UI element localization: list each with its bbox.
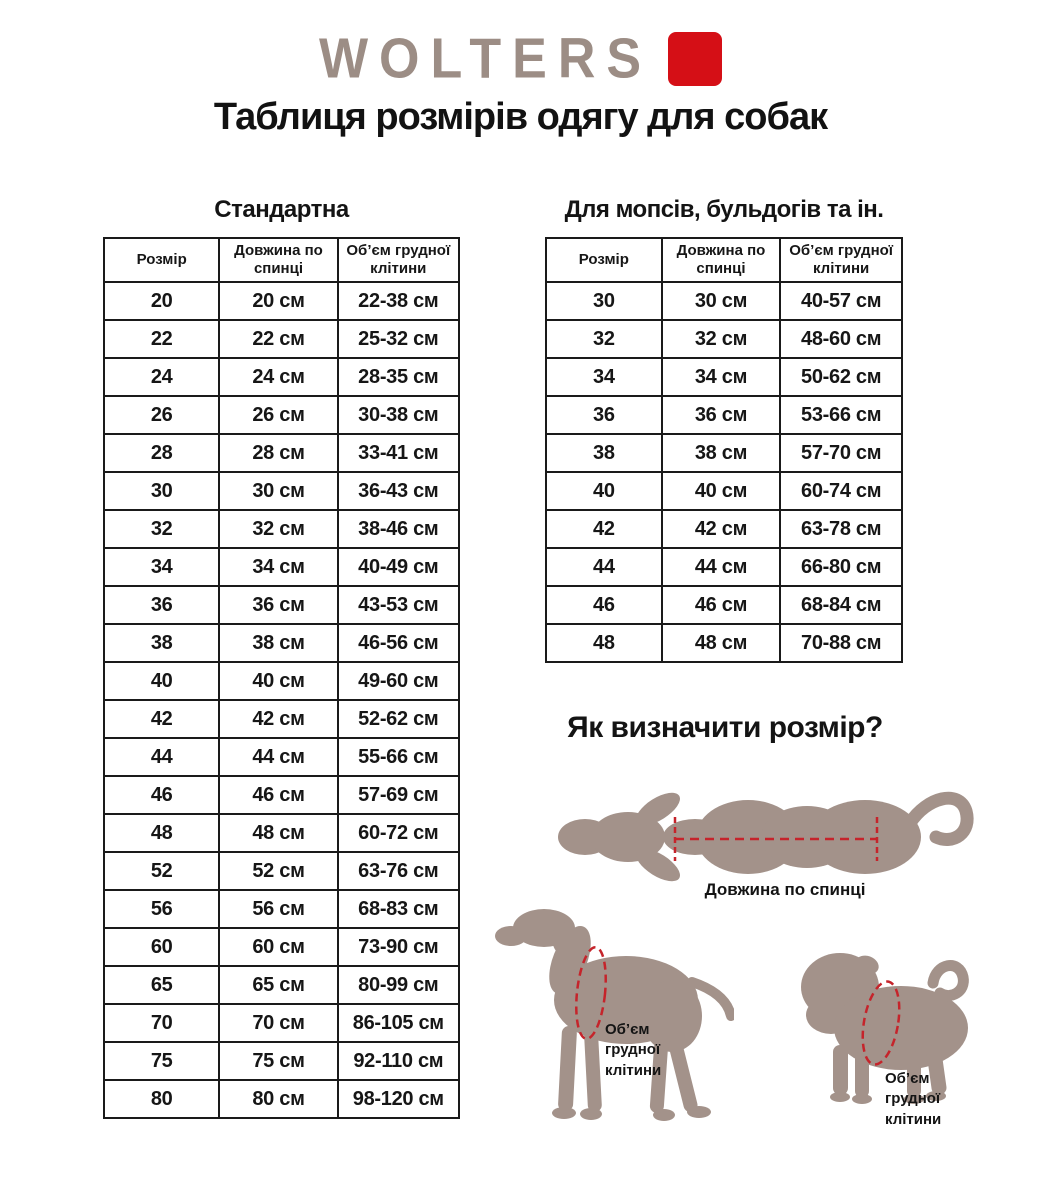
table-cell: 60 см [219,928,337,966]
table-cell: 32 см [662,320,781,358]
standard-size-table [103,237,460,1119]
table-cell: 50-62 см [780,358,902,396]
brand-logo-square-icon [668,32,722,86]
table-row [546,586,902,624]
table-cell: 63-78 см [780,510,902,548]
table-cell: 36 [546,396,662,434]
table-cell: 65 см [219,966,337,1004]
table-row [104,662,459,700]
table-row [546,472,902,510]
table-header-row [104,238,459,282]
table-cell: 43-53 см [338,586,459,624]
table-cell: 40-57 см [780,282,902,320]
table-cell: 26 см [219,396,337,434]
table-row [104,624,459,662]
table-cell: 46-56 см [338,624,459,662]
table-cell: 42 см [219,700,337,738]
table-cell: 60 [104,928,219,966]
table-cell: 40 см [662,472,781,510]
table-cell: 30-38 см [338,396,459,434]
table-cell: 48 [104,814,219,852]
table-cell: 80 см [219,1080,337,1118]
table-cell: 70 [104,1004,219,1042]
table-cell: 24 [104,358,219,396]
table-cell: 42 см [662,510,781,548]
table-cell: 60-74 см [780,472,902,510]
table-cell: 28 [104,434,219,472]
table-cell: 73-90 см [338,928,459,966]
table-cell: 42 [104,700,219,738]
table-row [104,814,459,852]
table-cell: 22 [104,320,219,358]
table-cell: 30 [546,282,662,320]
column-header: Довжина по спинці [219,238,337,282]
table-row [546,282,902,320]
table-row [104,1004,459,1042]
table-row [104,548,459,586]
table-cell: 34 [546,358,662,396]
table-cell: 56 см [219,890,337,928]
table-row [104,358,459,396]
table-row [104,852,459,890]
table-cell: 28 см [219,434,337,472]
table-cell: 20 [104,282,219,320]
column-header: Розмір [546,238,662,282]
table-row [546,434,902,472]
table-cell: 36-43 см [338,472,459,510]
table-cell: 32 см [219,510,337,548]
table-row [104,396,459,434]
table-row [104,890,459,928]
table-cell: 57-69 см [338,776,459,814]
header [0,0,1041,139]
table-row [104,320,459,358]
table-cell: 38 [104,624,219,662]
table-cell: 57-70 см [780,434,902,472]
table-cell: 55-66 см [338,738,459,776]
table-row [104,586,459,624]
table-cell: 52 [104,852,219,890]
pugs-table-section [545,196,903,663]
table-cell: 80 [104,1080,219,1118]
table-cell: 75 [104,1042,219,1080]
table-cell: 70-88 см [780,624,902,662]
table-row [546,624,902,662]
table-cell: 60-72 см [338,814,459,852]
table-cell: 46 [546,586,662,624]
table-cell: 26 [104,396,219,434]
table-cell: 53-66 см [780,396,902,434]
chest-girth-label-pug: Об’єм грудної клітини [885,1070,942,1128]
how-to-measure-section [490,703,960,1200]
column-header: Довжина по спинці [662,238,781,282]
table-cell: 44 [546,548,662,586]
brand-logo [0,27,1041,91]
standard-table-title: Стандартна [214,196,349,223]
table-cell: 38 [546,434,662,472]
table-cell: 36 см [662,396,781,434]
table-cell: 40 [546,472,662,510]
table-cell: 48 см [219,814,337,852]
back-length-label: Довжина по спинці [704,880,866,899]
table-cell: 24 см [219,358,337,396]
table-cell: 38 см [219,624,337,662]
table-cell: 46 [104,776,219,814]
table-cell: 70 см [219,1004,337,1042]
table-cell: 34 см [662,358,781,396]
table-row [104,776,459,814]
table-cell: 25-32 см [338,320,459,358]
table-cell: 48 [546,624,662,662]
table-cell: 22 см [219,320,337,358]
table-row [104,1080,459,1118]
table-cell: 66-80 см [780,548,902,586]
table-row [546,358,902,396]
table-cell: 46 см [662,586,781,624]
table-cell: 30 см [219,472,337,510]
pugs-table-title: Для мопсів, бульдогів та ін. [564,196,884,223]
table-cell: 40-49 см [338,548,459,586]
table-cell: 56 [104,890,219,928]
table-row [104,928,459,966]
table-cell: 49-60 см [338,662,459,700]
table-cell: 44 [104,738,219,776]
table-cell: 92-110 см [338,1042,459,1080]
table-cell: 30 см [662,282,781,320]
chest-girth-label-large-dog: Об’єм грудної клітини [605,1021,662,1079]
table-cell: 32 [546,320,662,358]
table-row [104,282,459,320]
table-row [546,396,902,434]
table-cell: 86-105 см [338,1004,459,1042]
table-row [104,1042,459,1080]
table-cell: 68-83 см [338,890,459,928]
how-to-measure-title: Як визначити розмір? [567,711,883,744]
table-cell: 42 [546,510,662,548]
table-row [104,966,459,1004]
table-cell: 40 см [219,662,337,700]
table-cell: 20 см [219,282,337,320]
table-cell: 68-84 см [780,586,902,624]
table-cell: 75 см [219,1042,337,1080]
standard-table-section [103,196,460,1119]
table-cell: 38-46 см [338,510,459,548]
table-row [104,472,459,510]
dog-side-large-illustration [494,898,734,1126]
table-cell: 32 [104,510,219,548]
table-cell: 48-60 см [780,320,902,358]
table-cell: 30 [104,472,219,510]
table-cell: 52-62 см [338,700,459,738]
table-cell: 63-76 см [338,852,459,890]
column-header: Об’єм грудної клітини [338,238,459,282]
table-cell: 98-120 см [338,1080,459,1118]
table-cell: 28-35 см [338,358,459,396]
table-cell: 80-99 см [338,966,459,1004]
column-header: Розмір [104,238,219,282]
table-header-row [546,238,902,282]
brand-logo-text: WOLTERS [318,27,653,91]
table-cell: 46 см [219,776,337,814]
pugs-size-table [545,237,903,663]
table-cell: 52 см [219,852,337,890]
table-cell: 36 см [219,586,337,624]
table-cell: 44 см [662,548,781,586]
table-cell: 36 [104,586,219,624]
table-row [104,510,459,548]
table-row [546,320,902,358]
table-cell: 34 [104,548,219,586]
table-row [104,434,459,472]
page-title: Таблиця розмірів одягу для собак [213,96,828,138]
table-row [546,548,902,586]
table-cell: 48 см [662,624,781,662]
table-cell: 34 см [219,548,337,586]
column-header: Об’єм грудної клітини [780,238,902,282]
table-cell: 38 см [662,434,781,472]
table-cell: 22-38 см [338,282,459,320]
table-row [104,700,459,738]
table-row [104,738,459,776]
table-cell: 44 см [219,738,337,776]
table-cell: 33-41 см [338,434,459,472]
table-cell: 65 [104,966,219,1004]
table-cell: 40 [104,662,219,700]
table-row [546,510,902,548]
